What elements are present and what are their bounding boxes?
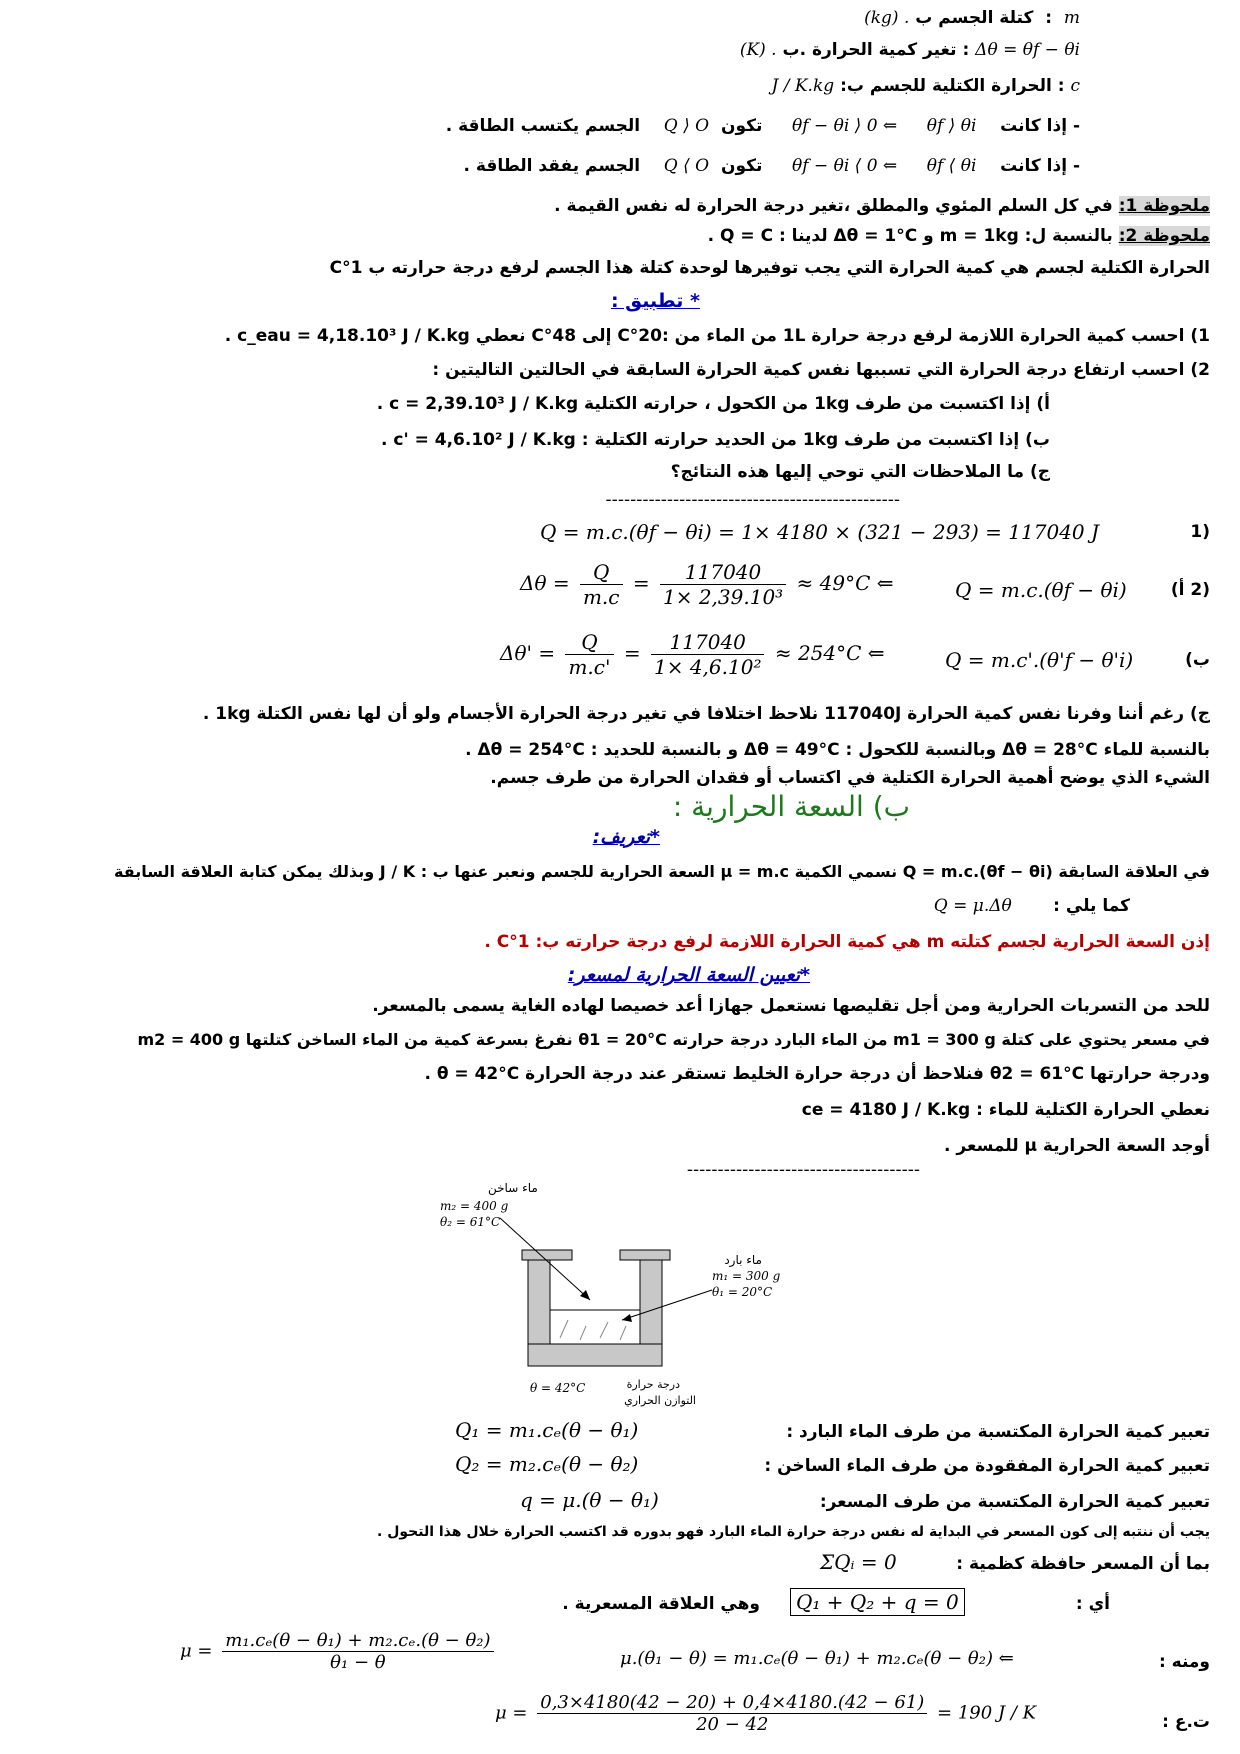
derivation-r7-text: ومنه :: [1158, 1652, 1210, 1672]
def-lose-prefix: - إذا كانت: [1000, 156, 1080, 176]
derivation-r2-text: تعبير كمية الحرارة المفقودة من طرف الماء الساخن :: [764, 1456, 1210, 1476]
solution-2a-den1: m.c: [582, 585, 620, 609]
def-m-symbol: m: [1063, 8, 1080, 28]
equilibrium-label-1: درجة حرارة: [626, 1378, 680, 1391]
application-q2c: ج) ما الملاحظات التي توحي إليها هذه النتائج؟: [670, 462, 1050, 482]
application-title: * تطبيق :: [610, 290, 700, 312]
def-m-text: كتلة الجسم ب: [915, 8, 1034, 28]
def-lose-then: تكون: [720, 156, 763, 176]
def-lose-q: Q ⟨ O: [663, 156, 710, 176]
def-dtheta-symbol: Δθ = θf − θi: [975, 40, 1080, 60]
solution-2b-label: ب): [1185, 650, 1210, 670]
solution-2c-values: بالنسبة للماء Δθ = 28°C وبالنسبة للكحول : Δθ = 49°C و بالنسبة للحديد : Δθ = 254°C .: [465, 740, 1210, 760]
solution-2b-eq: Δθ' = $\frac{Q}{m.c'}$ = $\frac{117040}{\text{1× 4,6.10²}}$ ≈ 254°C ⇐: [500, 630, 885, 679]
mu-expression: [180, 1630, 498, 1673]
numerical-application-result: = 190 J / K: [937, 1702, 1037, 1724]
solution-2a-num2: 117040: [660, 560, 786, 585]
application-q2: 2) احسب ارتفاع درجة الحرارة التي تسببها نفس كمية الحرارة السابقة في الحالتين التاليتين :: [432, 360, 1210, 380]
def-dtheta-unit: (K) .: [739, 40, 777, 60]
cold-water-label: ماء بارد: [724, 1253, 762, 1267]
solution-2a-formula: Q = m.c.(θf − θi): [955, 578, 1127, 602]
derivation-r6-after: وهي العلاقة المسعرية .: [562, 1594, 760, 1614]
def-gain-prefix: - إذا كانت: [1000, 116, 1080, 136]
solution-2b-den2: 1× 4,6.10²: [653, 655, 762, 679]
derivation-r1-text: تعبير كمية الحرارة المكتسبة من طرف الماء البارد :: [786, 1422, 1210, 1442]
equilibrium-label-2: التوازن الحراري: [624, 1394, 696, 1407]
calorimeter-lid-right: [620, 1250, 670, 1260]
mu-expression-lhs: μ =: [180, 1640, 213, 1662]
derivation-r5-text: بما أن المسعر حافظة كظمية :: [956, 1554, 1210, 1574]
def-lose: [464, 156, 1080, 176]
equilibrium-temp: θ = 42°C: [530, 1381, 586, 1395]
derivation-r5-eq: ΣQᵢ = 0: [820, 1550, 897, 1574]
def-gain-cond: θf ⟩ θi: [926, 116, 977, 136]
separator-2: --------------------------------------: [686, 1160, 920, 1180]
note-1-text: في كل السلم المئوي والمطلق ،تغير درجة الحرارة له نفس القيمة .: [554, 196, 1113, 216]
derivation-r6-text: أي :: [1075, 1594, 1110, 1614]
definition-title: *تعريف:: [592, 826, 660, 848]
separator-1: ------------------------------------------------: [605, 490, 900, 510]
calorimeter-p5: أوجد السعة الحرارية μ للمسعر .: [944, 1136, 1210, 1156]
numerical-application-den: 20 − 42: [696, 1714, 769, 1735]
cold-water-temp: θ₁ = 20°C: [712, 1285, 773, 1299]
def-c: [772, 76, 1081, 96]
capacity-p1: في العلاقة السابقة Q = m.c.(θf − θi) نسمي الكمية μ = m.c السعة الحرارية للجسم ونعبر عنها ب : J / K وبذلك يمكن كتابة العلاقة السابقة: [113, 862, 1210, 881]
solution-2b-formula: Q = m.c'.(θ'f − θ'i): [945, 648, 1134, 672]
numerical-application-num: 0,3×4180(42 − 20) + 0,4×4180.(42 − 61): [537, 1692, 927, 1714]
derivation-row-3: [820, 1492, 1210, 1512]
def-gain: [446, 116, 1080, 136]
calorimeter-p1: للحد من التسربات الحرارية ومن أجل تقليصها نستعمل جهازا أعد خصيصا لهاده الغاية يسمى بالمسعر.: [372, 996, 1210, 1016]
section-heading-heat-capacity: ب) السعة الحرارية :: [672, 790, 910, 823]
solution-2a-label: (2 أ): [1170, 580, 1210, 600]
solution-2b-den1: m.c': [568, 655, 611, 679]
mu-expression-num: m₁.cₑ(θ − θ₁) + m₂.cₑ.(θ − θ₂): [222, 1630, 493, 1652]
def-gain-impl: θf − θi ⟩ 0 ⇐: [792, 116, 898, 136]
calorimeter-diagram: [440, 1180, 860, 1420]
water-hatch: [560, 1320, 626, 1340]
solution-2b-num1: Q: [565, 630, 613, 655]
def-c-symbol: c: [1070, 76, 1080, 96]
application-q2a: أ) إذا اكتسبت من طرف 1kg من الكحول ، حرارته الكتلية c = 2,39.10³ J / K.kg .: [376, 394, 1050, 414]
solution-2b-num2: 117040: [651, 630, 764, 655]
solution-2a-lhs: Δθ =: [520, 571, 570, 595]
cold-water-arrow: [622, 1290, 712, 1320]
calorimeter-title: *تعيين السعة الحرارية لمسعر:: [567, 964, 810, 986]
solution-1-label: (1: [1190, 522, 1210, 542]
derivation-row-1: [786, 1422, 1210, 1442]
def-gain-then: تكون: [720, 116, 763, 136]
solution-2a-num1: Q: [580, 560, 623, 585]
def-lose-impl: θf − θi ⟨ 0 ⇐: [792, 156, 898, 176]
capacity-p2-text: كما يلي :: [1053, 896, 1130, 916]
derivation-r4: يجب أن ننتبه إلى كون المسعر في البداية له نفس درجة حرارة الماء البارد فهو بدوره قد اكتسب الحرارة خلال هذا التحول .: [377, 1524, 1210, 1540]
derivation-row-2: [764, 1456, 1210, 1476]
hot-water-label: ماء ساخن: [488, 1181, 538, 1195]
def-lose-text: الجسم يفقد الطاقة .: [463, 156, 641, 176]
solution-2a-den2: 1× 2,39.10³: [662, 585, 784, 609]
derivation-row-7: [1159, 1652, 1210, 1672]
capacity-p3: إذن السعة الحرارية لجسم كتلته m هي كمية الحرارة اللازمة لرفع درجة حرارته ب: 1°C .: [484, 932, 1210, 952]
derivation-r8-text: ت.ع :: [1162, 1712, 1210, 1732]
def-gain-q: Q ⟩ O: [663, 116, 710, 136]
calorimeter-bottom-wall: [528, 1344, 662, 1366]
derivation-r6-eq: [790, 1590, 965, 1614]
note-2-label: ملحوظة 2:: [1118, 226, 1210, 246]
note-2-text: بالنسبة ل: m = 1kg و Δθ = 1°C لدينا : Q = C .: [707, 226, 1113, 246]
capacity-p2-eq: Q = μ.Δθ: [933, 896, 1012, 916]
derivation-r3-text: تعبير كمية الحرارة المكتسبة من طرف المسعر:: [819, 1492, 1210, 1512]
solution-2a-result: ≈ 49°C ⇐: [796, 571, 894, 595]
derivation-row-6: [1076, 1594, 1110, 1614]
def-m: m : كتلة الجسم ب (kg) .: [864, 8, 1080, 28]
calorimeter-p3: ودرجة حرارتها θ2 = 61°C فنلاحظ أن درجة حرارة الخليط تستقر عند درجة الحرارة θ = 42°C .: [424, 1064, 1210, 1084]
application-q1: 1) احسب كمية الحرارة اللازمة لرفع درجة حرارة 1L من الماء من :20°C إلى 48°C نعطي c_eau = 4,18.10³ J / K.kg .: [224, 326, 1210, 346]
def-c-text: : الحرارة الكتلية للجسم ب:: [840, 76, 1065, 96]
hot-water-mass: m₂ = 400 g: [440, 1199, 509, 1213]
note-1-label: ملحوظة 1:: [1118, 196, 1210, 216]
calorimetric-relation-box: Q₁ + Q₂ + q = 0: [790, 1588, 965, 1616]
derivation-row-8: [1162, 1712, 1210, 1732]
def-dtheta-text: : تغير كمية الحرارة .ب: [782, 40, 970, 60]
solution-2c: ج) رغم أننا وفرنا نفس كمية الحرارة 117040J نلاحظ اختلافا في تغير درجة الحرارة الأجسام ولو أن لها نفس الكتلة 1kg .: [202, 704, 1210, 724]
derivation-r1-eq: Q₁ = m₁.cₑ(θ − θ₁): [455, 1418, 639, 1442]
calorimeter-lid-left: [522, 1250, 572, 1260]
calorimeter-p2: في مسعر يحتوي على كتلة m1 = 300 g من الماء البارد درجة حرارته θ1 = 20°C نفرغ بسرعة كمية من الماء الساخن كتلتها m2 = 400 g: [137, 1030, 1210, 1049]
def-c-unit: J / K.kg: [771, 76, 835, 96]
solution-2a-eq: Δθ = $\frac{Q}{m.c}$ = $\frac{117040}{\text{1× 2,39.10³}}$ ≈ 49°C ⇐: [520, 560, 894, 609]
calorimeter-p4: نعطي الحرارة الكتلية للماء : ce = 4180 J / K.kg: [801, 1100, 1210, 1120]
derivation-r7-eq: μ.(θ₁ − θ) = m₁.cₑ(θ − θ₁) + m₂.cₑ(θ − θ₂) ⇐: [620, 1648, 1014, 1669]
numerical-application-lhs: μ =: [495, 1702, 528, 1724]
numerical-application: [495, 1692, 1036, 1735]
derivation-r3-eq: q = μ.(θ − θ₁): [520, 1488, 659, 1512]
derivation-r2-eq: Q₂ = m₂.cₑ(θ − θ₂): [455, 1452, 639, 1476]
mu-expression-den: θ₁ − θ: [330, 1652, 386, 1673]
note-2: [708, 226, 1210, 246]
def-lose-cond: θf ⟨ θi: [926, 156, 977, 176]
application-q2b: ب) إذا اكتسبت من طرف 1kg من الحديد حرارته الكتلية : c' = 4,6.10² J / K.kg .: [381, 430, 1050, 450]
definition-specific-heat: الحرارة الكتلية لجسم هي كمية الحرارة التي يجب توفيرها لوحدة كتلة هذا الجسم لرفع درجة حرارته ب 1°C: [329, 258, 1210, 278]
solution-1-eq: Q = m.c.(θf − θi) = 1× 4180 × (321 − 293) = 117040 J: [540, 520, 1100, 544]
solution-2c-conclusion: الشيء الذي يوضح أهمية الحرارة الكتلية في اكتساب أو فقدان الحرارة من طرف جسم.: [490, 768, 1210, 788]
derivation-row-5: [956, 1554, 1210, 1574]
def-gain-text: الجسم يكتسب الطاقة .: [445, 116, 641, 136]
def-dtheta: [740, 40, 1080, 60]
capacity-p2: [934, 896, 1130, 916]
solution-2b-result: ≈ 254°C ⇐: [774, 641, 885, 665]
note-1: [554, 196, 1210, 216]
cold-water-mass: m₁ = 300 g: [712, 1269, 781, 1283]
def-m-unit: (kg) .: [864, 8, 910, 28]
solution-2b-lhs: Δθ' =: [500, 641, 556, 665]
hot-water-temp: θ₂ = 61°C: [440, 1215, 501, 1229]
